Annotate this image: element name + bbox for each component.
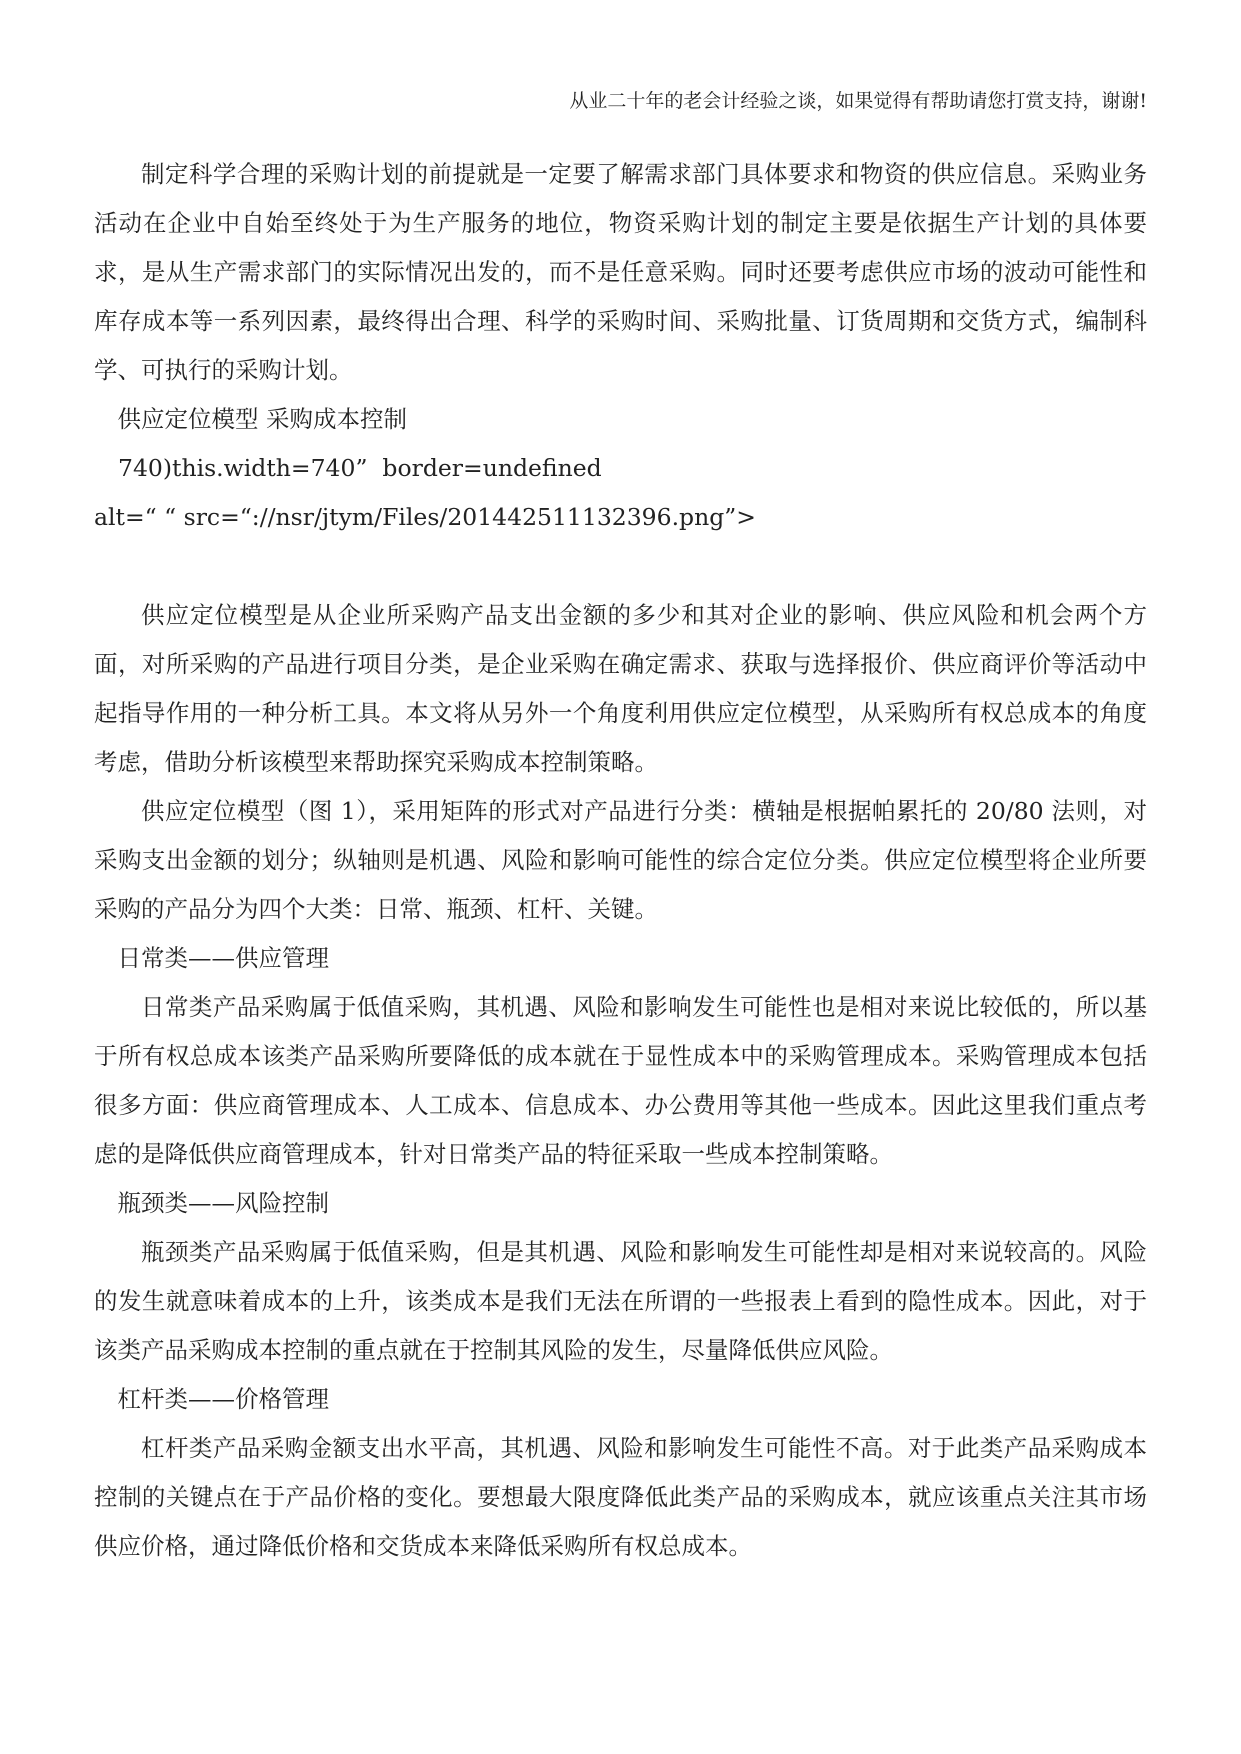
heading-bottleneck: 瓶颈类——风险控制 [117,1189,329,1217]
blank-gap [94,542,1147,591]
header-note: 从业二十年的老会计经验之谈，如果觉得有帮助请您打赏支持，谢谢! [569,90,1147,112]
paragraph-leverage: 杠杆类产品采购金额支出水平高，其机遇、风险和影响发生可能性不高。对于此类产品采购成本控制的关键点在于产品价格的变化。要想最大限度降低此类产品的采购成本，就应该重点关注其市场供应价格，通过降低价格和交货成本来降低采购所有权总成本。 [94,1434,1147,1560]
paragraph-model-intro: 供应定位模型是从企业所采购产品支出金额的多少和其对企业的影响、供应风险和机会两个方面，对所采购的产品进行项目分类，是企业采购在确定需求、获取与选择报价、供应商评价等活动中起指导作用的一种分析工具。本文将从另外一个角度利用供应定位模型，从采购所有权总成本的角度考虑，借助分析该模型来帮助探究采购成本控制策略。 [94,601,1147,776]
paragraph-routine: 日常类产品采购属于低值采购，其机遇、风险和影响发生可能性也是相对来说比较低的，所以基于所有权总成本该类产品采购所要降低的成本就在于显性成本中的采购管理成本。采购管理成本包括很多方面：供应商管理成本、人工成本、信息成本、办公费用等其他一些成本。因此这里我们重点考虑的是降低供应商管理成本，针对日常类产品的特征采取一些成本控制策略。 [94,993,1147,1168]
heading-leverage: 杠杆类——价格管理 [117,1385,329,1413]
paragraph-purchase-plan: 制定科学合理的采购计划的前提就是一定要了解需求部门具体要求和物资的供应信息。采购业务活动在企业中自始至终处于为生产服务的地位，物资采购计划的制定主要是依据生产计划的具体要求，是从生产需求部门的实际情况出发的，而不是任意采购。同时还要考虑供应市场的波动可能性和库存成本等一系列因素，最终得出合理、科学的采购时间、采购批量、订货周期和交货方式，编制科学、可执行的采购计划。 [94,160,1147,384]
keywords-line: 供应定位模型 采购成本控制 [117,405,407,433]
paragraph-model-matrix: 供应定位模型（图 1），采用矩阵的形式对产品进行分类：横轴是根据帕累托的 20/80 法则，对采购支出金额的划分；纵轴则是机遇、风险和影响可能性的综合定位分类。供应定位模型将企业所要采购的产品分为四个大类：日常、瓶颈、杠杆、关键。 [94,797,1147,923]
image-code-line-2: alt=“ “ src=“://nsr/jtym/Files/201442511132396.png”> [94,503,756,531]
paragraph-bottleneck: 瓶颈类产品采购属于低值采购，但是其机遇、风险和影响发生可能性却是相对来说较高的。风险的发生就意味着成本的上升，该类成本是我们无法在所谓的一些报表上看到的隐性成本。因此，对于该类产品采购成本控制的重点就在于控制其风险的发生，尽量降低供应风险。 [94,1238,1147,1364]
image-code-line-1: 740)this.width=740” border=undefined [118,454,602,482]
heading-routine: 日常类——供应管理 [117,944,329,972]
article-body [94,150,1147,1571]
